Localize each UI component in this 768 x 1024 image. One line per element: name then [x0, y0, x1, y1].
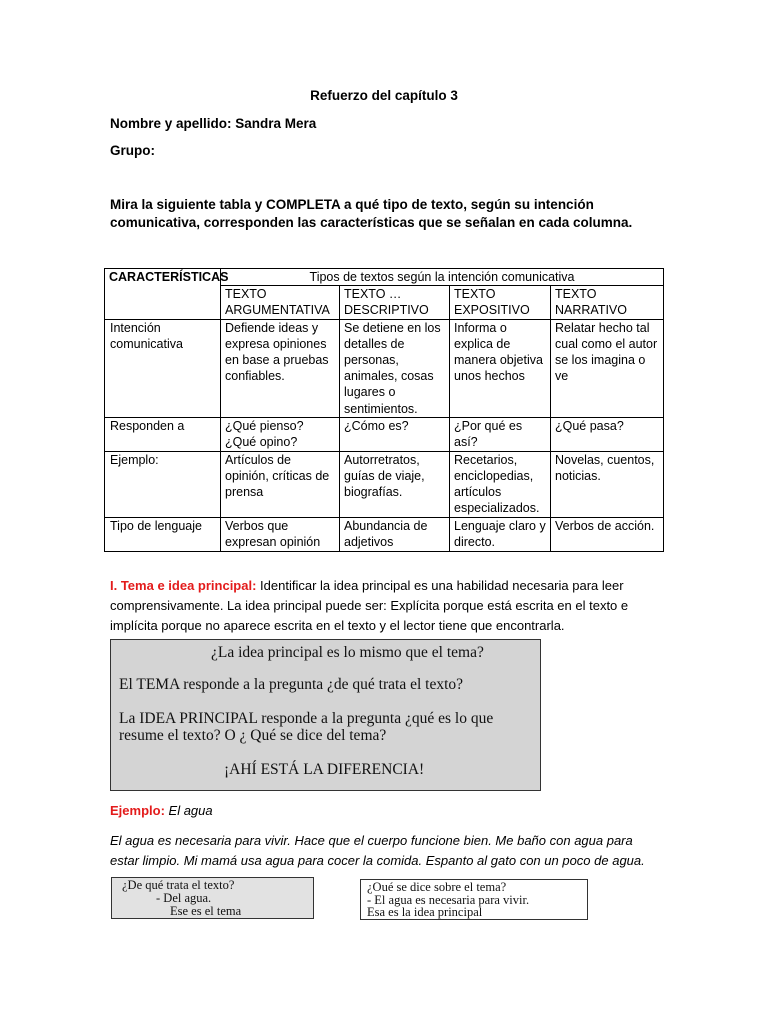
table-cell: Relatar hecho tal cual como el autor se los imagina o ve: [551, 319, 664, 417]
theme-question: ¿De qué trata el texto?: [122, 878, 235, 892]
table-cell: Informa o explica de manera objetiva unos hechos: [450, 319, 551, 417]
idea-box-question: ¿La idea principal es lo mismo que el tema?: [211, 644, 484, 661]
theme-example-box: [111, 877, 314, 919]
table-cell: ¿Qué pasa?: [551, 417, 664, 451]
row-label: Intención comunicativa: [105, 319, 221, 417]
theme-vs-idea-box: [110, 639, 541, 791]
idea-box-idea-line: La IDEA PRINCIPAL responde a la pregunta ¿qué es lo que: [119, 710, 494, 727]
example-topic: El agua: [168, 803, 213, 818]
table-cell: ¿Cómo es?: [340, 417, 450, 451]
table-cell: Autorretratos, guías de viaje, biografías.: [340, 451, 450, 517]
table-cell: Artículos de opinión, críticas de prensa: [221, 451, 340, 517]
row-label: Responden a: [105, 417, 221, 451]
corner-header: CARACTERÍSTICAS: [105, 269, 221, 320]
idea-box-idea-line-2: resume el texto? O ¿ Qué se dice del tema?: [119, 727, 387, 744]
theme-conclusion: Ese es el tema: [170, 904, 242, 918]
column-header: TEXTO EXPOSITIVO: [450, 286, 551, 319]
example-label: Ejemplo:: [110, 803, 165, 818]
column-header: TEXTO NARRATIVO: [551, 286, 664, 319]
row-label: Ejemplo:: [105, 451, 221, 517]
idea-box-theme-line: El TEMA responde a la pregunta ¿de qué trata el texto?: [119, 676, 464, 693]
section-body: Identificar la idea principal es una habilidad necesaria para leer comprensivamente. La idea principal puede ser: Explícita porque está escrita en el texto e implícita porque no aparece escrita en el texto y el lector tiene que encontrarla.: [110, 578, 629, 633]
table-cell: Se detiene en los detalles de personas, animales, cosas lugares o sentimientos.: [340, 319, 450, 417]
table-cell: Verbos que expresan opinión: [221, 517, 340, 551]
section-paragraph: [110, 576, 650, 636]
table-cell: Novelas, cuentos, noticias.: [551, 451, 664, 517]
page-title: Refuerzo del capítulo 3: [310, 88, 458, 103]
instruction-text: Mira la siguiente tabla y COMPLETA a qué tipo de texto, según su intención comunicativa, corresponden las características que se señalan en cada columna.: [110, 197, 633, 230]
theme-answer: - Del agua.: [156, 891, 212, 905]
table-cell: Recetarios, enciclopedias, artículos especializados.: [450, 451, 551, 517]
table-cell: ¿Por qué es así?: [450, 417, 551, 451]
table-cell: Abundancia de adjetivos: [340, 517, 450, 551]
table-row: [105, 451, 664, 517]
text-types-table: [104, 268, 664, 552]
table-row: [105, 417, 664, 451]
main-idea-answer: - El agua es necesaria para vivir.: [367, 893, 530, 907]
table-cell: Lenguaje claro y directo.: [450, 517, 551, 551]
idea-box-difference: ¡AHÍ ESTÁ LA DIFERENCIA!: [224, 761, 425, 778]
main-idea-question: ¿Oué se dice sobre el tema?: [367, 880, 507, 894]
group-header: Tipos de textos según la intención comunicativa: [221, 269, 664, 286]
table-cell: ¿Qué pienso? ¿Qué opino?: [221, 417, 340, 451]
main-idea-conclusion: Esa es la idea principal: [367, 905, 483, 919]
example-heading: [110, 803, 213, 818]
section-heading: I. Tema e idea principal:: [110, 578, 257, 593]
table-row: [105, 517, 664, 551]
student-name: Nombre y apellido: Sandra Mera: [110, 116, 317, 131]
example-text: El agua es necesaria para vivir. Hace que el cuerpo funcione bien. Me baño con agua para estar limpio. Mi mamá usa agua para cocer la comida. Espanto al gato con un poco de agua.: [110, 833, 645, 868]
table-cell: Defiende ideas y expresa opiniones en base a pruebas confiables.: [221, 319, 340, 417]
group-label: Grupo:: [110, 143, 155, 158]
column-header: TEXTO … DESCRIPTIVO: [340, 286, 450, 319]
main-idea-example-box: [360, 879, 588, 920]
table-row: [105, 319, 664, 417]
table-header-row: [105, 269, 664, 286]
column-header: TEXTO ARGUMENTATIVA: [221, 286, 340, 319]
table-cell: Verbos de acción.: [551, 517, 664, 551]
row-label: Tipo de lenguaje: [105, 517, 221, 551]
